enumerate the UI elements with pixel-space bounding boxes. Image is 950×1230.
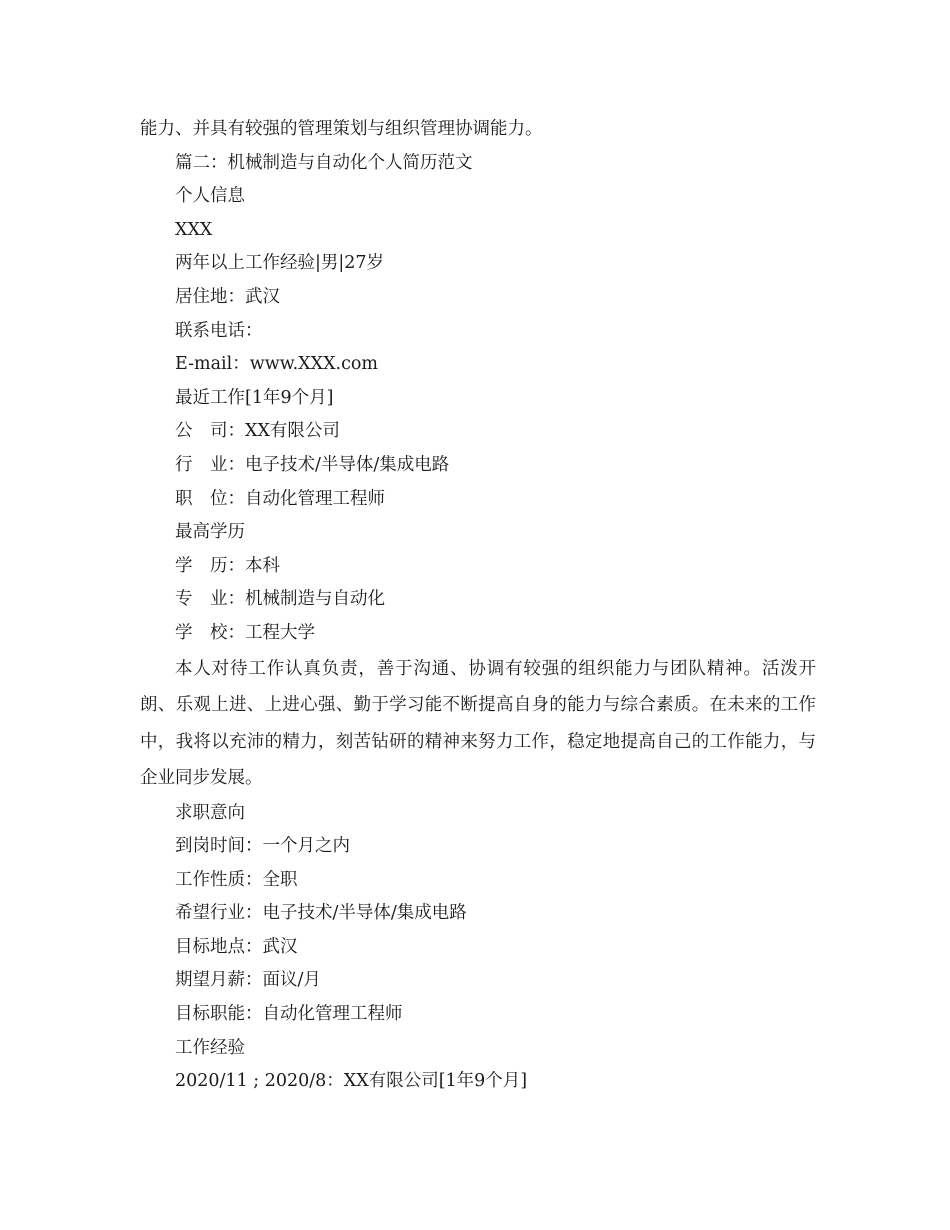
resume-lines-top <box>140 113 816 651</box>
resume-line: 最高学历 <box>175 522 245 543</box>
resume-line: E-mail：www.XXX.com <box>175 354 379 375</box>
resume-line: 篇二：机械制造与自动化个人简历范文 <box>175 152 473 173</box>
resume-line: 希望行业：电子技术/半导体/集成电路 <box>175 903 467 924</box>
document-body <box>140 113 816 1099</box>
resume-line: 工作经验 <box>175 1037 245 1058</box>
resume-line: 工作性质：全职 <box>175 869 298 890</box>
resume-line: 个人信息 <box>175 186 245 207</box>
resume-line: 能力、并具有较强的管理策划与组织管理协调能力。 <box>140 119 543 139</box>
resume-line: 最近工作[1年9个月] <box>175 387 334 408</box>
resume-line: 学 历：本科 <box>175 555 280 576</box>
resume-line: 联系电话： <box>175 320 263 341</box>
resume-line: 行 业：电子技术/半导体/集成电路 <box>175 454 450 475</box>
resume-line: 两年以上工作经验|男|27岁 <box>175 253 385 274</box>
resume-line: 目标职能：自动化管理工程师 <box>175 1004 403 1025</box>
resume-lines-bottom <box>140 797 816 1099</box>
resume-line: 求职意向 <box>175 802 245 823</box>
resume-line: 居住地：武汉 <box>175 286 280 307</box>
resume-line: 2020/11 ; 2020/8：XX有限公司[1年9个月] <box>175 1071 528 1092</box>
resume-line: 到岗时间：一个月之内 <box>175 836 350 857</box>
resume-line: 学 校：工程大学 <box>175 622 315 643</box>
resume-line: 专 业：机械制造与自动化 <box>175 589 385 610</box>
resume-line: 公 司：XX有限公司 <box>175 421 340 442</box>
resume-line: 职 位：自动化管理工程师 <box>175 488 385 509</box>
resume-line: 目标地点：武汉 <box>175 936 298 957</box>
resume-line: XXX <box>175 219 213 240</box>
resume-line: 期望月薪：面议/月 <box>175 970 321 991</box>
self-description-paragraph: 本人对待工作认真负责，善于沟通、协调有较强的组织能力与团队精神。活泼开朗、乐观上进、上进心强、勤于学习能不断提高自身的能力与综合素质。在未来的工作中，我将以充沛的精力，刻苦钻研的精神来努力工作，稳定地提高自己的工作能力，与企业同步发展。 <box>140 658 816 788</box>
